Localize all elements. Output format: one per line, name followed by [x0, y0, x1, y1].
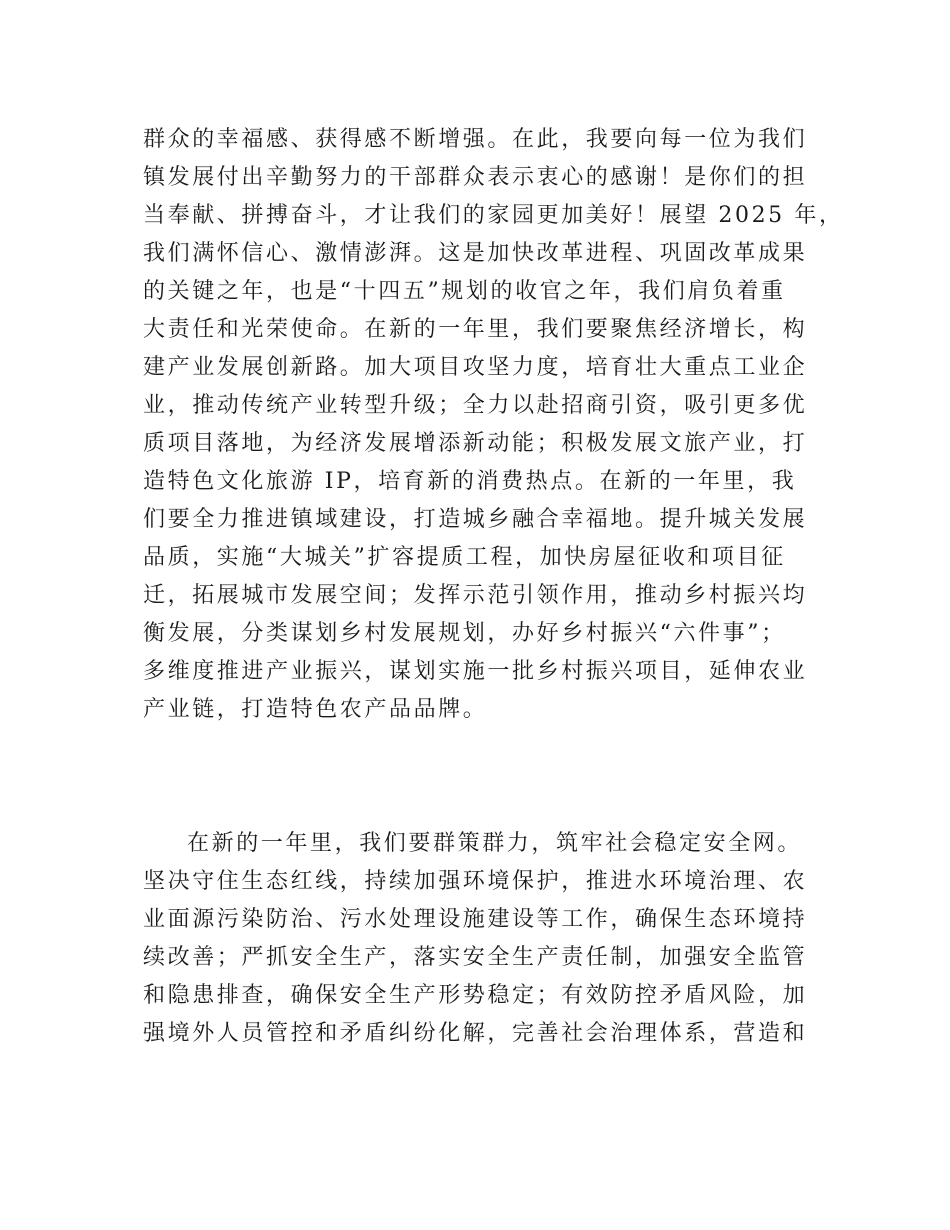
text-line: 续改善；严抓安全生产，落实安全生产责任制，加强安全监管 [143, 945, 808, 970]
text-line: 的关键之年，也是“十四五”规划的收官之年，我们肩负着重 [143, 279, 786, 304]
text-line: 迁，拓展城市发展空间；发挥示范引领作用，推动乡村振兴均 [143, 583, 808, 608]
text-line: 们要全力推进镇域建设，打造城乡融合幸福地。提升城关发展 [143, 507, 808, 532]
text-line: 在新的一年里，我们要群策群力，筑牢社会稳定安全网。 [187, 831, 803, 856]
text-line: 品质，实施“大城关”扩容提质工程，加快房屋征收和项目征 [143, 545, 786, 570]
text-line: 坚决守住生态红线，持续加强环境保护，推进水环境治理、农 [143, 869, 808, 894]
text-line: 衡发展，分类谋划乡村发展规划，办好乡村振兴“六件事”； [143, 621, 786, 646]
paragraph-1 [143, 121, 844, 729]
text-line: 质项目落地，为经济发展增添新动能；积极发展文旅产业，打 [143, 431, 808, 456]
text-line: 当奉献、拼搏奋斗，才让我们的家园更加美好！展望 2025 年， [143, 203, 844, 228]
text-line: 业面源污染防治、污水处理设施建设等工作，确保生态环境持 [143, 907, 808, 932]
text-line: 业，推动传统产业转型升级；全力以赴招商引资，吸引更多优 [143, 393, 808, 418]
text-line: 建产业发展创新路。加大项目攻坚力度，培育壮大重点工业企 [143, 355, 808, 380]
text-line: 产业链，打造特色农产品品牌。 [143, 697, 488, 722]
text-line: 造特色文化旅游 IP，培育新的消费热点。在新的一年里，我 [143, 469, 797, 494]
text-line: 镇发展付出辛勤努力的干部群众表示衷心的感谢！是你们的担 [143, 165, 808, 190]
text-line: 我们满怀信心、激情澎湃。这是加快改革进程、巩固改革成果 [143, 241, 808, 266]
text-line: 群众的幸福感、获得感不断增强。在此，我要向每一位为我们 [143, 127, 808, 152]
text-line: 大责任和光荣使命。在新的一年里，我们要聚焦经济增长，构 [143, 317, 808, 342]
text-line: 强境外人员管控和矛盾纠纷化解，完善社会治理体系，营造和 [143, 1021, 808, 1046]
paragraph-2 [143, 825, 823, 1053]
text-line: 多维度推进产业振兴，谋划实施一批乡村振兴项目，延伸农业 [143, 659, 808, 684]
text-line: 和隐患排查，确保安全生产形势稳定；有效防控矛盾风险，加 [143, 983, 808, 1008]
